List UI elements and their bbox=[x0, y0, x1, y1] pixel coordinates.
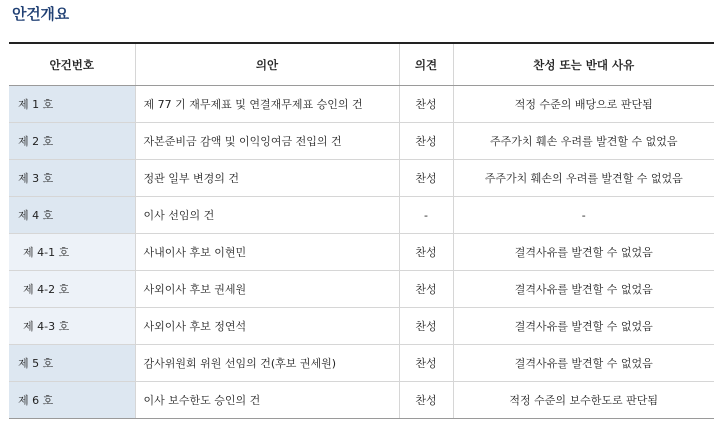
agenda-number: 제 4-2 호 bbox=[9, 271, 135, 308]
table-row bbox=[9, 86, 714, 123]
header-number: 안건번호 bbox=[9, 43, 135, 86]
table-row bbox=[9, 197, 714, 234]
agenda-opinion: - bbox=[399, 197, 453, 234]
agenda-opinion: 찬성 bbox=[399, 271, 453, 308]
agenda-number: 제 2 호 bbox=[9, 123, 135, 160]
header-reason: 찬성 또는 반대 사유 bbox=[453, 43, 714, 86]
agenda-title: 자본준비금 감액 및 이익잉여금 전입의 건 bbox=[135, 123, 399, 160]
agenda-number: 제 4 호 bbox=[9, 197, 135, 234]
agenda-title: 사내이사 후보 이현민 bbox=[135, 234, 399, 271]
agenda-title: 이사 선임의 건 bbox=[135, 197, 399, 234]
table-row bbox=[9, 123, 714, 160]
agenda-number: 제 6 호 bbox=[9, 382, 135, 419]
agenda-opinion: 찬성 bbox=[399, 308, 453, 345]
agenda-reason: 주주가치 훼손 우려를 발견할 수 없었음 bbox=[453, 123, 714, 160]
agenda-reason: 주주가치 훼손의 우려를 발견할 수 없었음 bbox=[453, 160, 714, 197]
table-row bbox=[9, 271, 714, 308]
page-title: 안건개요 bbox=[12, 5, 69, 23]
agenda-title: 제 77 기 재무제표 및 연결재무제표 승인의 건 bbox=[135, 86, 399, 123]
agenda-title: 이사 보수한도 승인의 건 bbox=[135, 382, 399, 419]
agenda-opinion: 찬성 bbox=[399, 345, 453, 382]
agenda-opinion: 찬성 bbox=[399, 86, 453, 123]
agenda-title: 사외이사 후보 권세원 bbox=[135, 271, 399, 308]
agenda-reason: - bbox=[453, 197, 714, 234]
agenda-title: 사외이사 후보 정연석 bbox=[135, 308, 399, 345]
agenda-reason: 적정 수준의 배당으로 판단됨 bbox=[453, 86, 714, 123]
agenda-number: 제 5 호 bbox=[9, 345, 135, 382]
agenda-table bbox=[9, 42, 714, 419]
table-row bbox=[9, 345, 714, 382]
table-header-row bbox=[9, 43, 714, 86]
header-opinion: 의견 bbox=[399, 43, 453, 86]
agenda-reason: 결격사유를 발견할 수 없었음 bbox=[453, 234, 714, 271]
agenda-number: 제 3 호 bbox=[9, 160, 135, 197]
agenda-reason: 결격사유를 발견할 수 없었음 bbox=[453, 271, 714, 308]
agenda-opinion: 찬성 bbox=[399, 123, 453, 160]
agenda-number: 제 1 호 bbox=[9, 86, 135, 123]
agenda-title: 정관 일부 변경의 건 bbox=[135, 160, 399, 197]
agenda-number: 제 4-3 호 bbox=[9, 308, 135, 345]
table-row bbox=[9, 234, 714, 271]
table-row bbox=[9, 160, 714, 197]
agenda-title: 감사위원회 위원 선임의 건(후보 권세원) bbox=[135, 345, 399, 382]
agenda-opinion: 찬성 bbox=[399, 382, 453, 419]
agenda-reason: 결격사유를 발견할 수 없었음 bbox=[453, 308, 714, 345]
table-row bbox=[9, 308, 714, 345]
agenda-reason: 적정 수준의 보수한도로 판단됨 bbox=[453, 382, 714, 419]
table-row bbox=[9, 382, 714, 419]
agenda-opinion: 찬성 bbox=[399, 160, 453, 197]
agenda-reason: 결격사유를 발견할 수 없었음 bbox=[453, 345, 714, 382]
header-agenda: 의안 bbox=[135, 43, 399, 86]
agenda-number: 제 4-1 호 bbox=[9, 234, 135, 271]
agenda-opinion: 찬성 bbox=[399, 234, 453, 271]
